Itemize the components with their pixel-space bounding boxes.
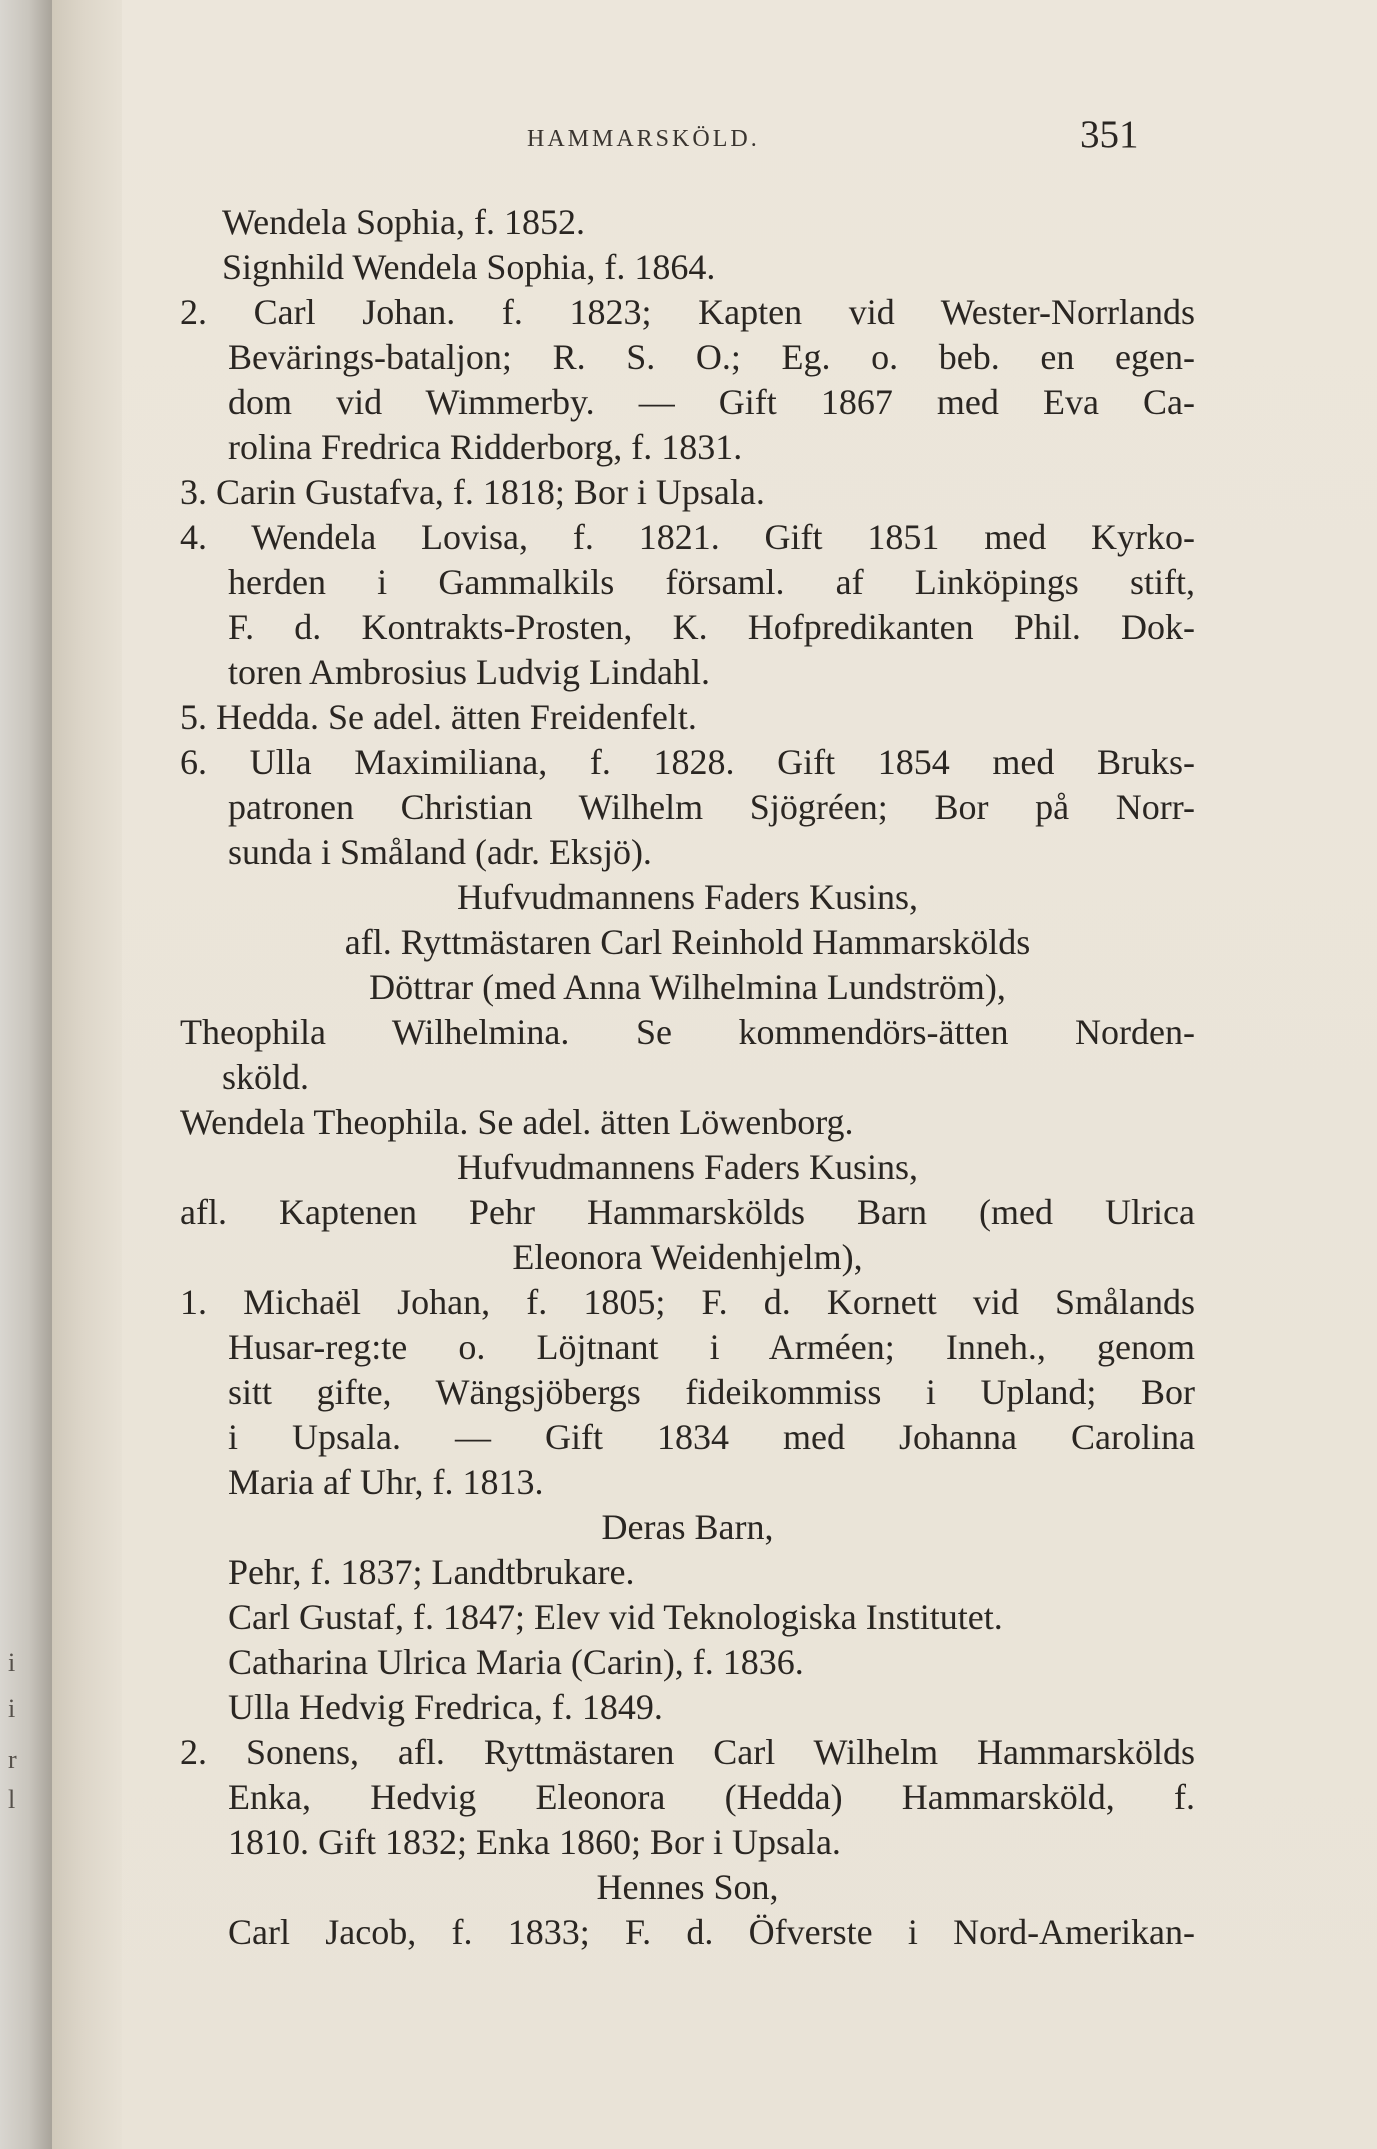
text-line: Wendela Theophila. Se adel. ätten Löwenborg. — [180, 1102, 854, 1142]
text-line: Enka, Hedvig Eleonora (Hedda) Hammarsköld, f. — [228, 1777, 1195, 1817]
text-line: 4. Wendela Lovisa, f. 1821. Gift 1851 med Kyrko- — [180, 517, 1195, 557]
section-heading: afl. Ryttmästaren Carl Reinhold Hammarskölds — [344, 922, 1031, 962]
text-line: rolina Fredrica Ridderborg, f. 1831. — [228, 427, 743, 467]
text-line: i Upsala. — Gift 1834 med Johanna Carolina — [228, 1417, 1195, 1457]
margin-mark: i — [8, 1648, 16, 1677]
page-gutter — [52, 0, 122, 2149]
text-line: Ulla Hedvig Fredrica, f. 1849. — [228, 1687, 663, 1727]
text-line: dom vid Wimmerby. — Gift 1867 med Eva Ca- — [228, 382, 1195, 422]
page-number: 351 — [1080, 113, 1139, 156]
text-line: 5. Hedda. Se adel. ätten Freidenfelt. — [180, 697, 697, 737]
text-line: sköld. — [222, 1057, 310, 1097]
text-line: Signhild Wendela Sophia, f. 1864. — [222, 247, 716, 287]
text-line: 6. Ulla Maximiliana, f. 1828. Gift 1854 med Bruks- — [180, 742, 1195, 782]
text-line: F. d. Kontrakts-Prosten, K. Hofpredikanten Phil. Dok- — [228, 607, 1195, 647]
section-heading: Hufvudmannens Faders Kusins, — [457, 877, 918, 917]
text-line: Carl Gustaf, f. 1847; Elev vid Teknologiska Institutet. — [228, 1597, 1003, 1637]
text-line: 3. Carin Gustafva, f. 1818; Bor i Upsala. — [180, 472, 765, 512]
margin-mark: l — [8, 1785, 16, 1814]
text-line: sunda i Småland (adr. Eksjö). — [228, 832, 652, 872]
text-line: herden i Gammalkils församl. af Linköpings stift, — [228, 562, 1195, 602]
text-line: 1810. Gift 1832; Enka 1860; Bor i Upsala. — [228, 1822, 841, 1862]
margin-mark: i — [8, 1694, 16, 1723]
text-line: Bevärings-bataljon; R. S. O.; Eg. o. beb. en egen- — [228, 337, 1195, 377]
section-heading: afl. Kaptenen Pehr Hammarskölds Barn (med Ulrica — [180, 1192, 1195, 1232]
text-line: 2. Sonens, afl. Ryttmästaren Carl Wilhelm Hammarskölds — [180, 1732, 1195, 1772]
body-text — [180, 200, 1195, 1955]
text-line: sitt gifte, Wängsjöbergs fideikommiss i Upland; Bor — [228, 1372, 1195, 1412]
text-line: 1. Michaël Johan, f. 1805; F. d. Kornett vid Smålands — [180, 1282, 1195, 1322]
text-line: 2. Carl Johan. f. 1823; Kapten vid Wester-Norrlands — [180, 292, 1195, 332]
margin-mark: r — [8, 1745, 17, 1774]
section-heading: Hufvudmannens Faders Kusins, — [457, 1147, 918, 1187]
text-line: Wendela Sophia, f. 1852. — [222, 202, 586, 242]
section-heading: Deras Barn, — [601, 1507, 774, 1547]
running-head: HAMMARSKÖLD. — [527, 126, 760, 152]
book-spine — [0, 0, 52, 2149]
text-line: Carl Jacob, f. 1833; F. d. Öfverste i Nord-Amerikan- — [228, 1912, 1195, 1952]
text-line: Theophila Wilhelmina. Se kommendörs-ätten Norden- — [180, 1012, 1195, 1052]
text-line: Pehr, f. 1837; Landtbrukare. — [228, 1552, 635, 1592]
text-line: toren Ambrosius Ludvig Lindahl. — [228, 652, 710, 692]
page-header — [0, 112, 1377, 172]
section-heading: Hennes Son, — [596, 1867, 779, 1907]
section-heading: Döttrar (med Anna Wilhelmina Lundström), — [369, 967, 1006, 1007]
section-heading: Eleonora Weidenhjelm), — [512, 1237, 863, 1277]
text-line: Husar-reg:te o. Löjtnant i Arméen; Inneh., genom — [228, 1327, 1195, 1367]
text-line: patronen Christian Wilhelm Sjögréen; Bor på Norr- — [228, 787, 1195, 827]
text-line: Catharina Ulrica Maria (Carin), f. 1836. — [228, 1642, 804, 1682]
text-line: Maria af Uhr, f. 1813. — [228, 1462, 544, 1502]
